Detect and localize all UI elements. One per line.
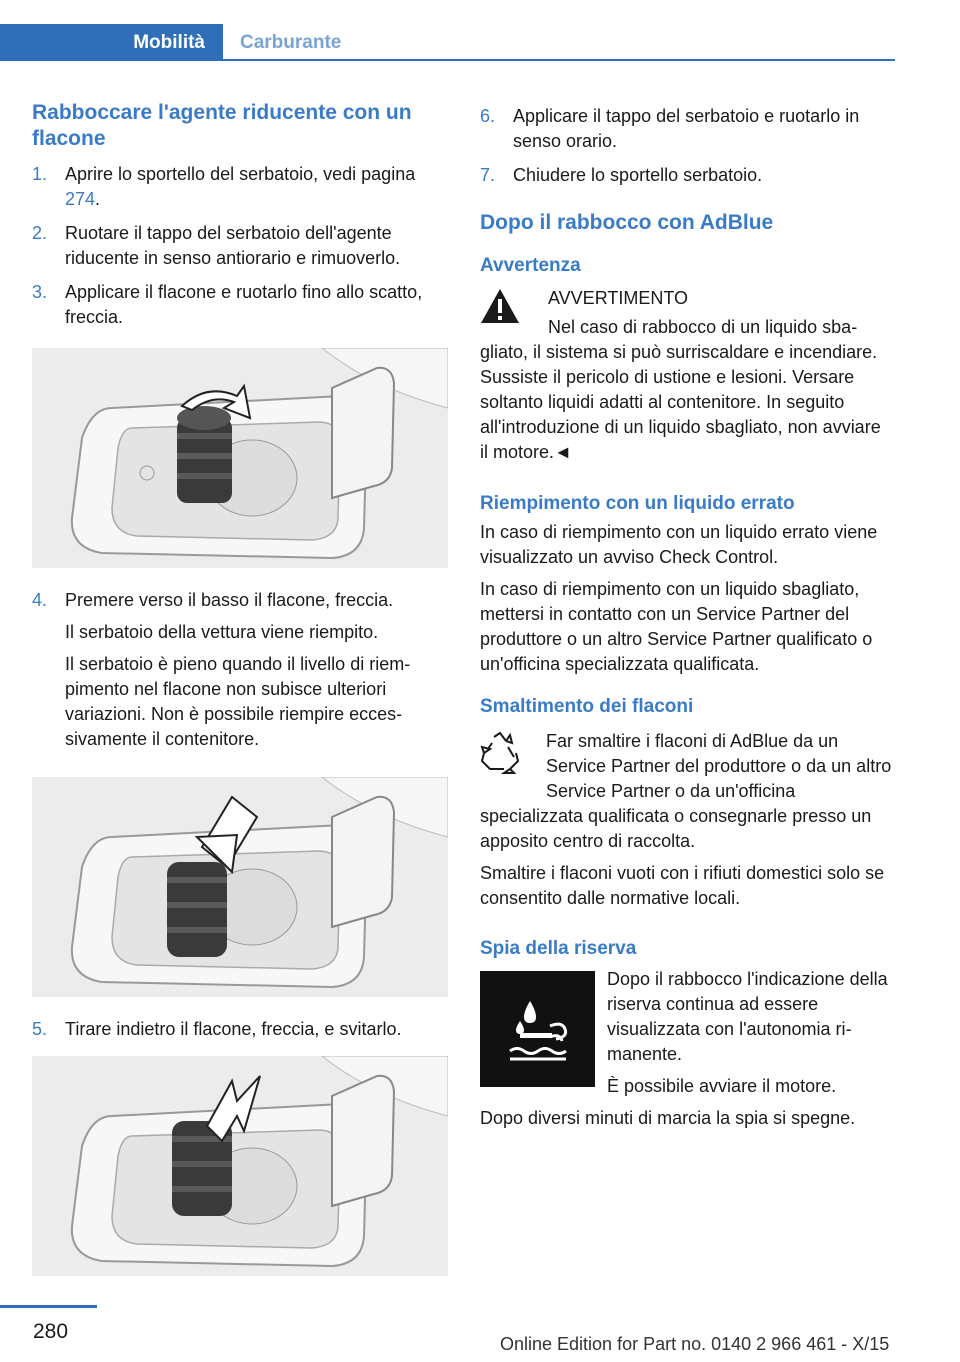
footer-rule bbox=[0, 1305, 97, 1308]
header-rule bbox=[223, 59, 895, 61]
disposal-paragraph-2: Smaltire i flaconi vuoti con i rifiuti domestici solo se consentito dalle normative locali. bbox=[480, 863, 885, 908]
step-number: 3. bbox=[32, 282, 48, 302]
step-paragraph: Il serbatoio della vettura viene riempito. bbox=[65, 622, 379, 642]
step-text-suffix: . bbox=[95, 189, 101, 209]
reserve-paragraph-1: Dopo il rabbocco l'indicazione della riserva continua ad essere visualizzata con l'autonomia rimanente. bbox=[607, 969, 888, 1064]
left-column bbox=[32, 100, 448, 1296]
step-number: 7. bbox=[480, 165, 496, 185]
right-column bbox=[480, 104, 892, 1138]
edition-note: Online Edition for Part no. 0140 2 966 461 - X/15 bbox=[500, 1334, 890, 1354]
page-number: 280 bbox=[33, 1320, 69, 1343]
heading-reserve-light: Spia della riserva bbox=[480, 938, 637, 959]
step-2 bbox=[32, 221, 448, 271]
heading-wrong-fluid: Riempimento con un liquido errato bbox=[480, 493, 795, 514]
step-text-body: Aprire lo sportello del serbatoio, vedi pagina bbox=[65, 164, 416, 184]
wrong-fluid-paragraph-2: In caso di riempimento con un liquido sbagliato, mettersi in contatto con un Service Partner del produttore o un altro Service Partner qualificato o un'officina specializzata qualificata. bbox=[480, 579, 873, 674]
step-paragraph: Premere verso il basso il flacone, freccia. bbox=[65, 590, 394, 610]
step-text bbox=[65, 588, 448, 759]
page-link-274[interactable]: 274 bbox=[65, 189, 96, 209]
step-text: Ruotare il tappo del serbatoio dell'agente riducente in senso antiorario e rimuoverlo. bbox=[65, 223, 401, 268]
warning-block bbox=[480, 286, 892, 472]
reserve-paragraph-2: È possibile avviare il motore. bbox=[607, 1076, 837, 1096]
page-header bbox=[0, 24, 895, 64]
step-text: Applicare il tappo del serbatoio e ruotarlo in senso orario. bbox=[513, 106, 860, 151]
recycle-icon bbox=[480, 731, 520, 780]
disposal-paragraph-1: Far smaltire i flaconi di AdBlue da un Service Partner del produttore o da un altro Service Partner o da un'officina specializzata qualificata o consegnarle presso un apposito centro di raccolta. bbox=[480, 731, 892, 851]
section-title-after-refill: Dopo il rabbocco con AdBlue bbox=[480, 211, 774, 234]
step-1 bbox=[32, 162, 448, 212]
step-4 bbox=[32, 588, 448, 759]
step-text: Chiudere lo sportello serbatoio. bbox=[513, 165, 763, 185]
step-3 bbox=[32, 280, 448, 330]
reserve-block bbox=[480, 967, 892, 1106]
step-number: 1. bbox=[32, 164, 48, 184]
heading-warning: Avvertenza bbox=[480, 255, 581, 276]
step-number: 6. bbox=[480, 106, 496, 126]
step-number: 5. bbox=[32, 1019, 48, 1039]
warning-text: Nel caso di rabbocco di un liquido sbagliato, il sistema si può surriscaldare e incendiare. Sussiste il pericolo di ustione e lesioni. Versare soltanto liquidi adatti al contenitore. In seguito all'introduzione di un liquido sbagliato, non avviare il motore.◄ bbox=[480, 317, 881, 462]
warning-triangle-icon bbox=[480, 288, 520, 329]
step-text: Tirare indietro il flacone, freccia, e svitarlo. bbox=[65, 1019, 402, 1039]
step-text: Applicare il flacone e ruotarlo fino allo scatto, freccia. bbox=[65, 282, 423, 327]
wrong-fluid-paragraph-1: In caso di riempimento con un liquido errato viene visualizzato un avviso Check Control. bbox=[480, 522, 878, 567]
step-7 bbox=[480, 163, 892, 188]
illustration-pull-bottle bbox=[32, 1056, 448, 1276]
step-number: 4. bbox=[32, 590, 48, 610]
disposal-block bbox=[480, 729, 892, 861]
illustration-press-bottle bbox=[32, 777, 448, 997]
heading-disposal: Smaltimento dei flaconi bbox=[480, 696, 694, 717]
step-paragraph: Il serbatoio è pieno quando il livello di riempimento nel flacone non subisce ulteriori variazioni. Non è possibile riempire eccessivamente il contenitore. bbox=[65, 654, 411, 749]
warning-title: AVVERTIMENTO bbox=[548, 288, 689, 308]
section-title-refill: Rabboccare l'agente riducente con un flacone bbox=[32, 101, 412, 150]
illustration-rotate-bottle bbox=[32, 348, 448, 568]
tab-mobilita[interactable]: Mobilità bbox=[0, 24, 223, 61]
step-text bbox=[65, 162, 448, 212]
step-5 bbox=[32, 1017, 448, 1042]
reserve-paragraph-3: Dopo diversi minuti di marcia la spia si spegne. bbox=[480, 1108, 856, 1128]
tab-carburante[interactable]: Carburante bbox=[240, 31, 342, 53]
step-number: 2. bbox=[32, 223, 48, 243]
step-6 bbox=[480, 104, 892, 154]
adblue-reserve-icon bbox=[480, 971, 595, 1092]
